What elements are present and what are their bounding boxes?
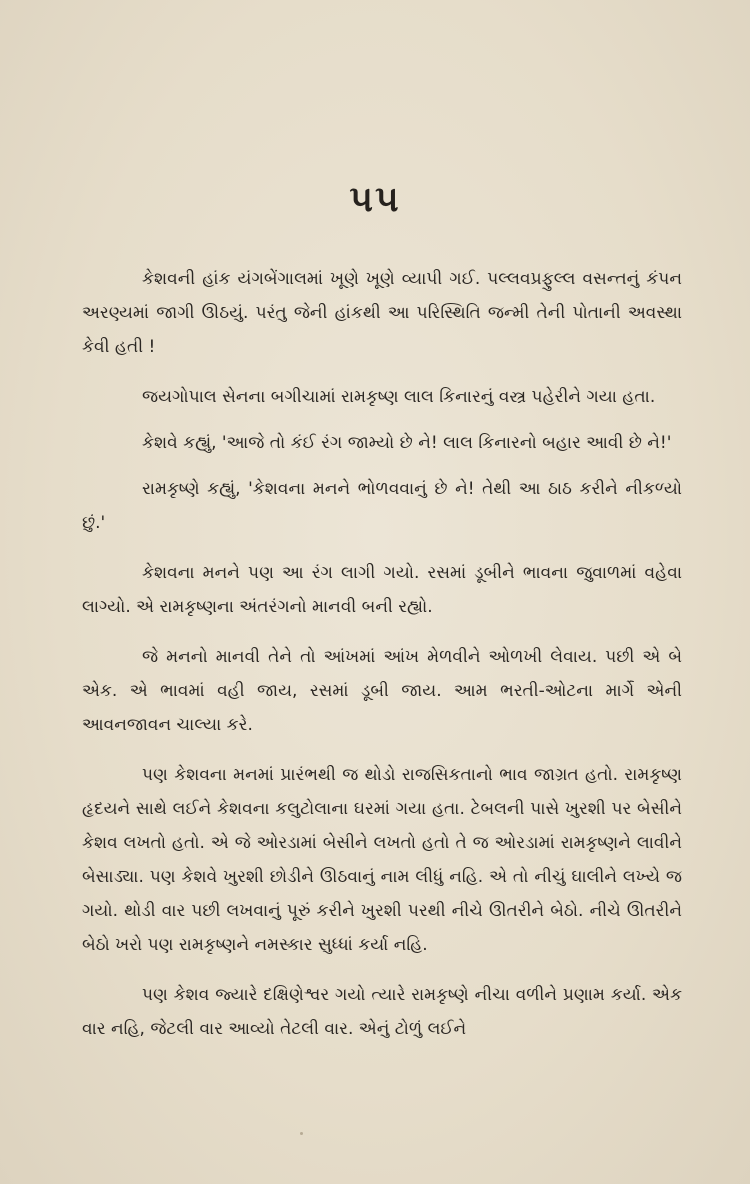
- chapter-body: [82, 262, 682, 1062]
- paragraph-8: પણ કેશવ જ્યારે દક્ષિણેશ્વર ગયો ત્યારે રામકૃષ્ણે નીચા વળીને પ્રણામ કર્યા. એક વાર નહિ, જેટલી વાર આવ્યો તેટલી વાર. એનું ટોળું લઈને: [82, 985, 682, 1039]
- paragraph-5: કેશવના મનને પણ આ રંગ લાગી ગયો. રસમાં ડૂબીને ભાવના જુવાળમાં વહેવા લાગ્યો. એ રામકૃષ્ણના અંતરંગનો માનવી બની રહ્યો.: [82, 563, 682, 617]
- paragraph-1: કેશવની હાંક યંગબેંગાલમાં ખૂણે ખૂણે વ્યાપી ગઈ. પલ્લવપ્રફુલ્લ વસન્તનું કંપન અરણ્યમાં જાગી ઊઠયું. પરંતુ જેની હાંકથી આ પરિસ્થિતિ જન્મી તેની પોતાની અવસ્થા કેવી હતી !: [82, 269, 682, 357]
- page-speck: [300, 1132, 303, 1135]
- chapter-number: ૫૫: [349, 178, 401, 220]
- paragraph-4: રામકૃષ્ણે કહ્યું, 'કેશવના મનને ભોળવવાનું છે ને! તેથી આ ઠાઠ કરીને નીકળ્યો છું.': [82, 479, 682, 533]
- paragraph-2: જયગોપાલ સેનના બગીચામાં રામકૃષ્ણ લાલ કિનારનું વસ્ત્ર પહેરીને ગયા હતા.: [142, 387, 656, 407]
- paragraph-3: કેશવે કહ્યું, 'આજે તો કંઈ રંગ જામ્યો છે ને! લાલ કિનારનો બહાર આવી છે ને!': [142, 433, 672, 453]
- paragraph-7: પણ કેશવના મનમાં પ્રારંભથી જ થોડો રાજસિકતાનો ભાવ જાગ્રત હતો. રામકૃષ્ણ હૃદયને સાથે લઈને કેશવના કલુટોલાના ઘરમાં ગયા હતા. ટેબલની પાસે ખુરશી પર બેસીને કેશવ લખતો હતો. એ જે ઓરડામાં બેસીને લખતો હતો તે જ ઓરડામાં રામકૃષ્ણને લાવીને બેસાડ્યા. પણ કેશવે ખુરશી છોડીને ઊઠવાનું નામ લીધું નહિ. એ તો નીચું ઘાલીને લખ્યે જ ગયો. થોડી વાર પછી લખવાનું પૂરું કરીને ખુરશી પરથી નીચે ઊતરીને બેઠો. નીચે ઊતરીને બેઠો ખરો પણ રામકૃષ્ણને નમસ્કાર સુધ્ધાં કર્યા નહિ.: [82, 765, 682, 955]
- paragraph-6: જે મનનો માનવી તેને તો આંખમાં આંખ મેળવીને ઓળખી લેવાય. પછી એ બે એક. એ ભાવમાં વહી જાય, રસમાં ડૂબી જાય. આમ ભરતી-ઓટના માર્ગે એની આવનજાવન ચાલ્યા કરે.: [82, 647, 682, 735]
